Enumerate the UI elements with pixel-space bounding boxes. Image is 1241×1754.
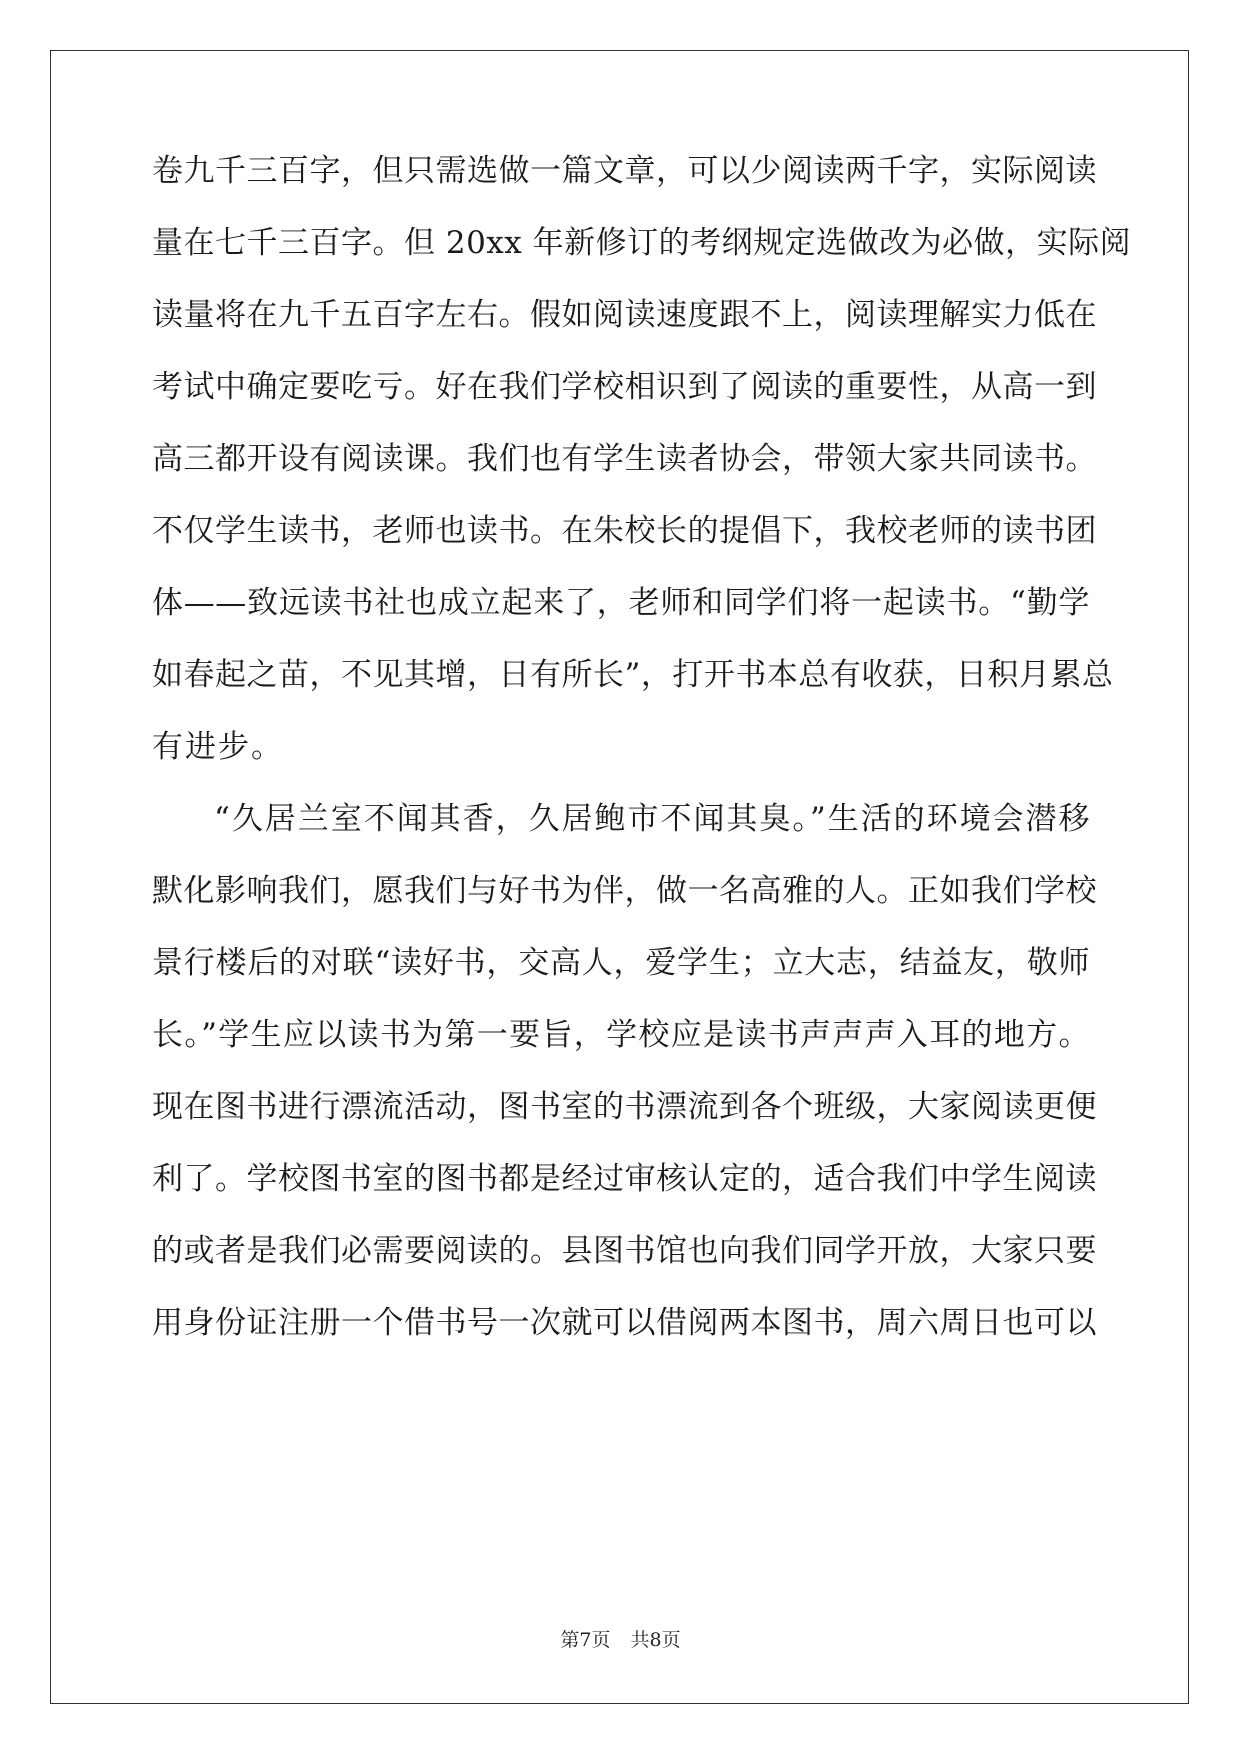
text-line: 默化影响我们，愿我们与好书为伴，做一名高雅的人。正如我们学校	[152, 873, 1097, 909]
current-page-number: 第7页	[560, 1629, 611, 1651]
text-line: 不仅学生读书，老师也读书。在朱校长的提倡下，我校老师的读书团	[152, 513, 1097, 549]
text-line: 如春起之苗，不见其增，日有所长”，打开书本总有收获，日积月累总	[152, 657, 1114, 693]
text-line: 长。”学生应以读书为第一要旨，学校应是读书声声声入耳的地方。	[152, 1017, 1090, 1053]
text-line: 有进步。	[152, 729, 284, 765]
text-line: “久居兰室不闻其香，久居鲍市不闻其臭。”生活的环境会潜移	[214, 801, 1090, 837]
text-line: 量在七千三百字。但 20xx 年新修订的考纲规定选做改为必做，实际阅	[152, 225, 1132, 261]
text-line: 景行楼后的对联“读好书，交高人，爱学生；立大志，结益友，敬师	[152, 945, 1090, 981]
text-line: 读量将在九千五百字左右。假如阅读速度跟不上，阅读理解实力低在	[152, 297, 1097, 333]
text-line: 现在图书进行漂流活动，图书室的书漂流到各个班级，大家阅读更便	[152, 1089, 1097, 1125]
text-line: 高三都开设有阅读课。我们也有学生读者协会，带领大家共同读书。	[152, 441, 1097, 477]
total-page-count: 共8页	[630, 1629, 681, 1651]
text-line: 卷九千三百字，但只需选做一篇文章，可以少阅读两千字，实际阅读	[152, 153, 1097, 189]
text-line: 体——致远读书社也成立起来了，老师和同学们将一起读书。“勤学	[152, 585, 1090, 621]
text-line: 考试中确定要吃亏。好在我们学校相识到了阅读的重要性，从高一到	[152, 369, 1097, 405]
text-line: 利了。学校图书室的图书都是经过审核认定的，适合我们中学生阅读	[152, 1161, 1097, 1197]
text-line: 的或者是我们必需要阅读的。县图书馆也向我们同学开放，大家只要	[152, 1233, 1097, 1269]
page-footer	[0, 1628, 1241, 1652]
text-line: 用身份证注册一个借书号一次就可以借阅两本图书，周六周日也可以	[152, 1305, 1097, 1341]
